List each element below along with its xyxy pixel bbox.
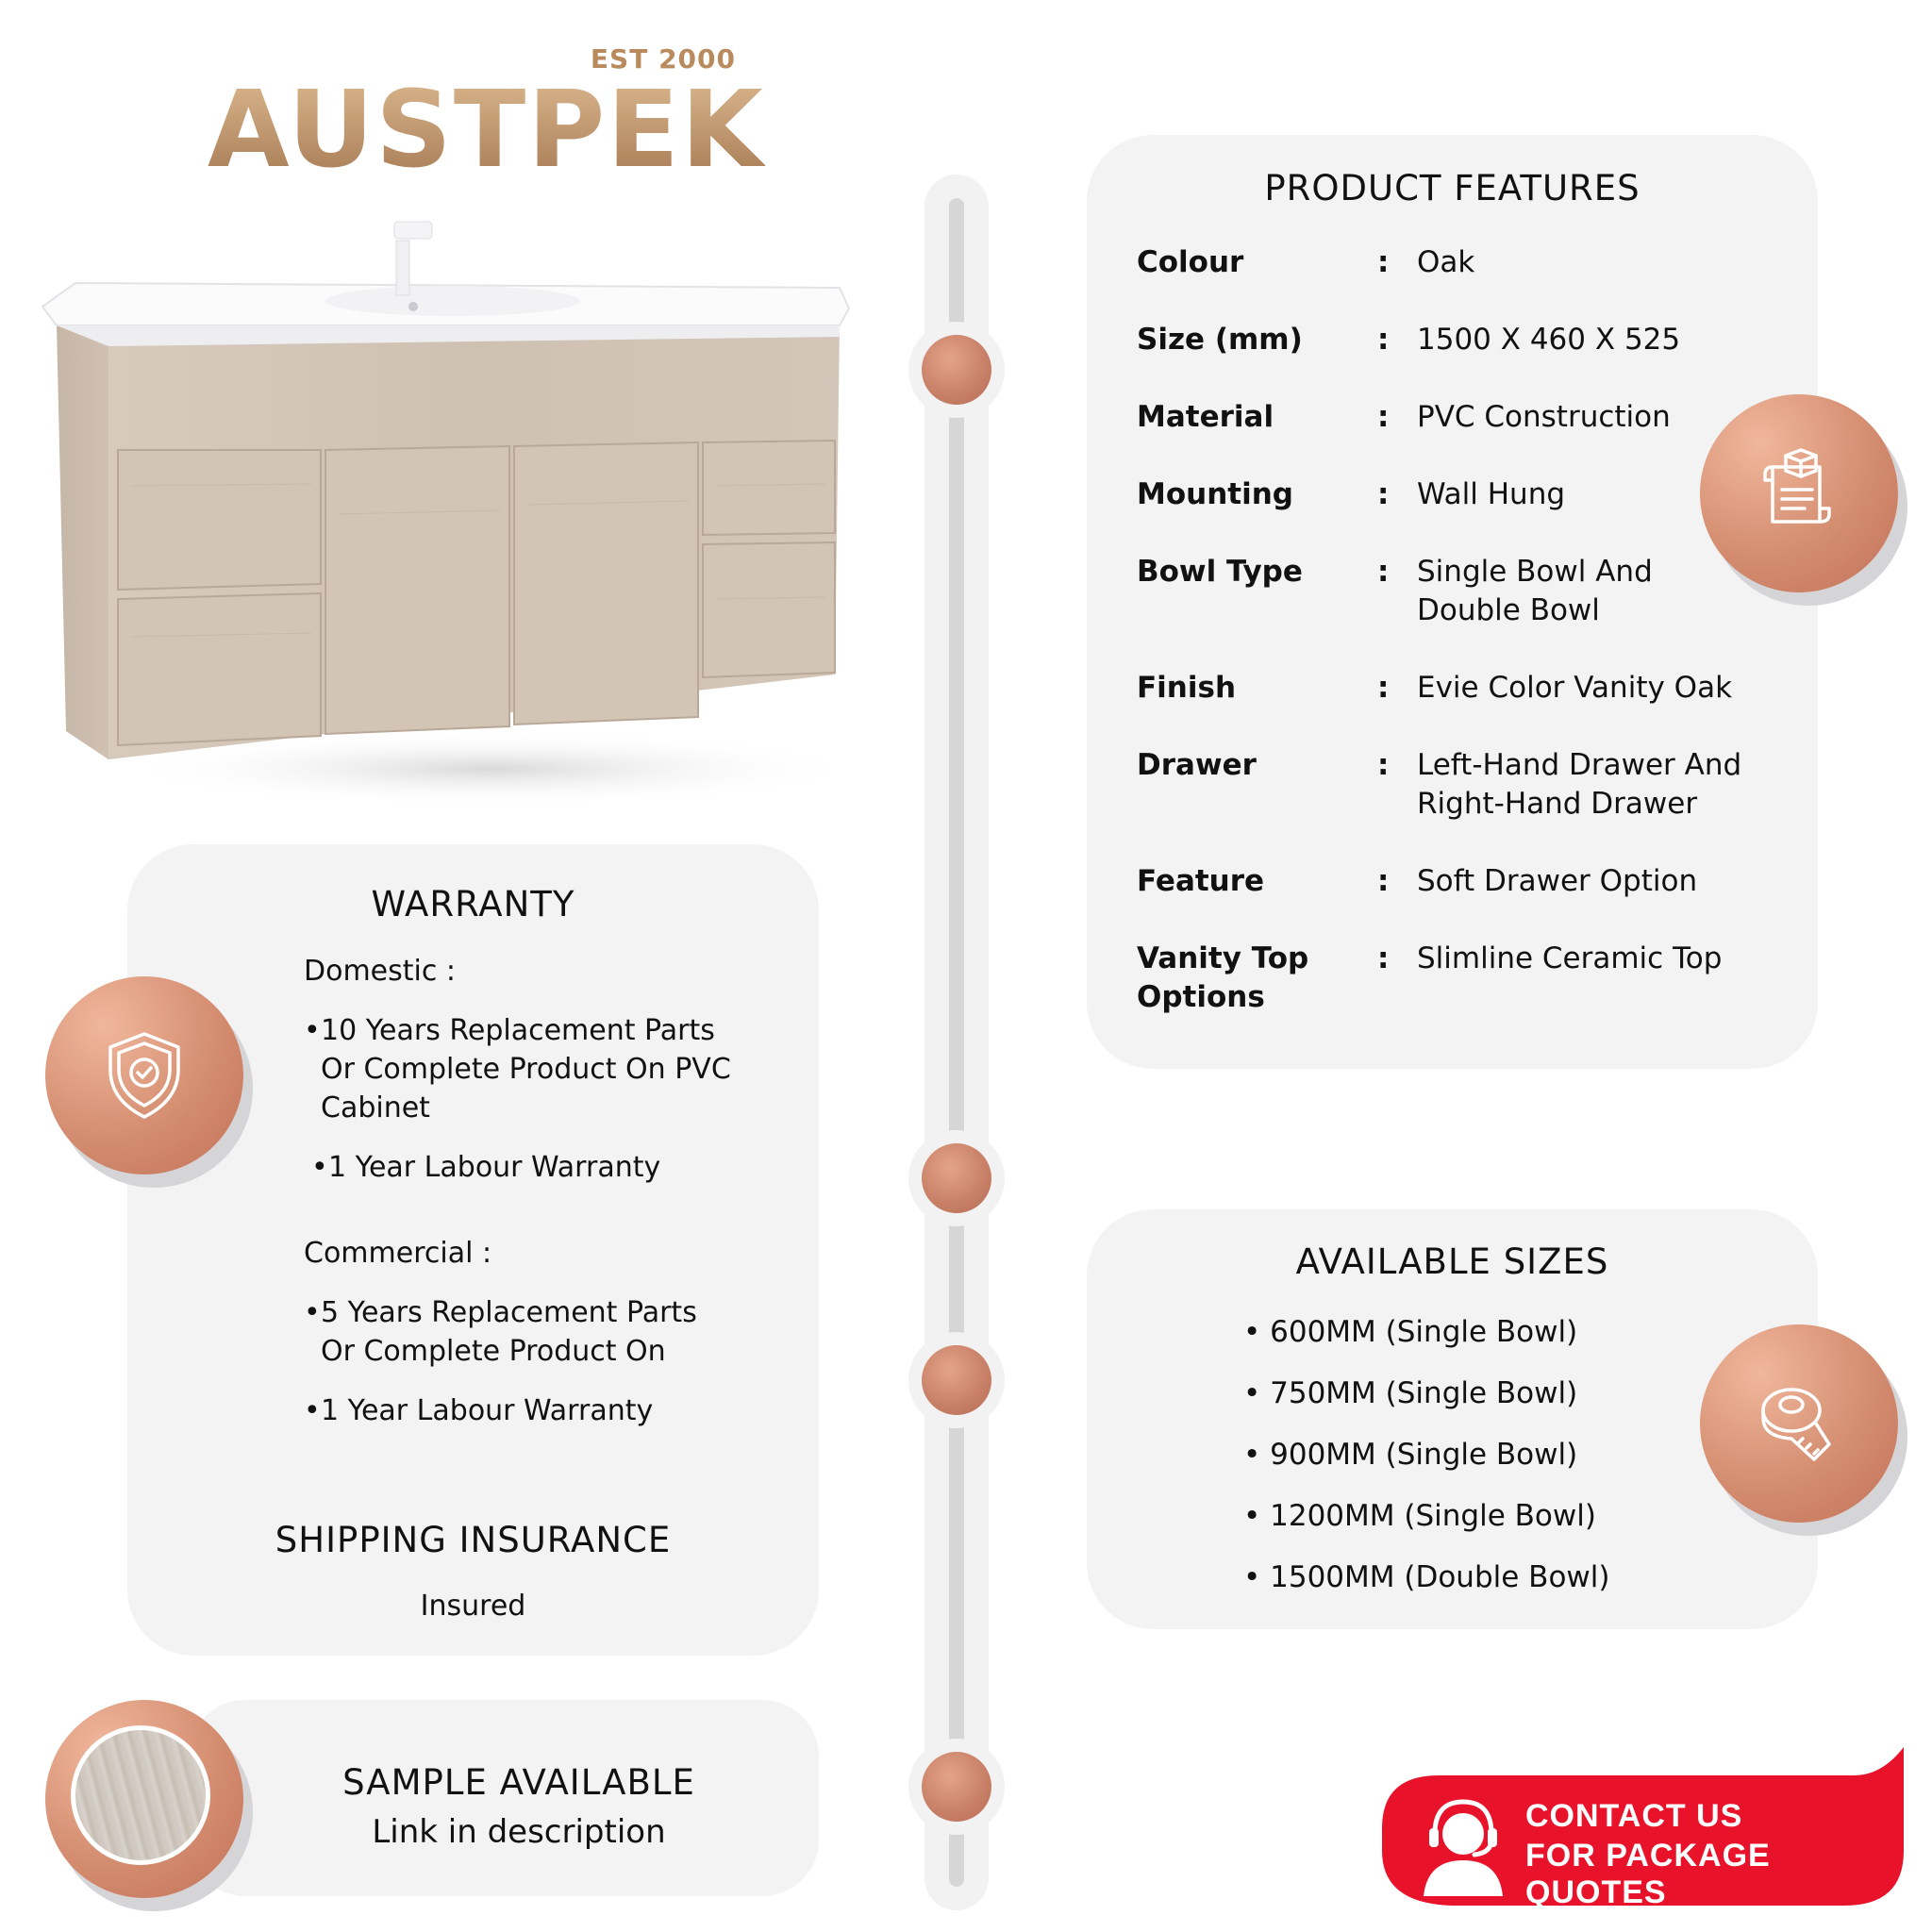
product-icon-badge — [1700, 394, 1898, 592]
sample-title: SAMPLE AVAILABLE — [342, 1762, 695, 1803]
headset-support-icon — [1418, 1792, 1508, 1896]
timeline-node — [922, 1143, 991, 1213]
sample-link-text[interactable]: Link in description — [372, 1813, 666, 1851]
shipping-insurance-title: SHIPPING INSURANCE — [275, 1520, 672, 1560]
timeline-track-inner — [949, 198, 964, 1887]
feature-value: Single Bowl And Double Bowl — [1417, 555, 1653, 627]
feature-key: Feature — [1137, 864, 1265, 898]
warranty-domestic-label: Domestic : — [304, 955, 457, 988]
brand-est: EST 2000 — [590, 43, 736, 75]
timeline-node — [922, 335, 991, 405]
warranty-domestic-item — [304, 1011, 747, 1127]
vanity-product-image — [38, 203, 858, 835]
feature-separator: : — [1377, 555, 1390, 589]
size-item-text: 750MM (Single Bowl) — [1270, 1376, 1578, 1410]
shield-check-icon — [97, 1028, 192, 1123]
warranty-icon-badge — [45, 976, 243, 1174]
feature-value: PVC Construction — [1417, 400, 1671, 434]
warranty-commercial-item — [304, 1293, 747, 1371]
feature-key: Bowl Type — [1137, 555, 1303, 589]
contact-line2: FOR PACKAGE QUOTES — [1525, 1838, 1771, 1910]
product-box-icon — [1752, 446, 1846, 541]
size-item-text: 1500MM (Double Bowl) — [1270, 1560, 1610, 1594]
warranty-domestic-item-text: 1 Year Labour Warranty — [328, 1151, 661, 1184]
feature-key: Finish — [1137, 671, 1237, 705]
feature-value: Evie Color Vanity Oak — [1417, 671, 1733, 705]
feature-separator: : — [1377, 477, 1390, 511]
size-item: • 750MM (Single Bowl) — [1243, 1376, 1578, 1410]
bullet: • — [311, 1151, 328, 1184]
size-item: • 1500MM (Double Bowl) — [1243, 1560, 1610, 1594]
bullet: • — [304, 1014, 321, 1047]
feature-separator: : — [1377, 400, 1390, 434]
feature-value: Wall Hung — [1417, 477, 1566, 511]
size-item: • 1200MM (Single Bowl) — [1243, 1499, 1596, 1533]
feature-value: Oak — [1417, 245, 1475, 279]
warranty-commercial-label: Commercial : — [304, 1237, 492, 1270]
feature-separator: : — [1377, 748, 1390, 782]
bullet: • — [304, 1394, 321, 1427]
shipping-insurance-value: Insured — [420, 1590, 526, 1623]
bullet: • — [304, 1296, 321, 1329]
feature-separator: : — [1377, 671, 1390, 705]
feature-value: Soft Drawer Option — [1417, 864, 1698, 898]
warranty-domestic-item-text: 10 Years Replacement Parts Or Complete Product On PVC Cabinet — [321, 1014, 731, 1124]
warranty-title: WARRANTY — [371, 884, 575, 924]
warranty-commercial-item-text: 5 Years Replacement Parts Or Complete Product On — [321, 1296, 697, 1368]
sample-icon-badge — [45, 1700, 243, 1898]
product-features-title: PRODUCT FEATURES — [1264, 168, 1641, 208]
tape-measure-icon — [1752, 1376, 1846, 1471]
feature-value: 1500 X 460 X 525 — [1417, 323, 1681, 357]
feature-key: Mounting — [1137, 477, 1293, 511]
feature-separator: : — [1377, 941, 1390, 975]
feature-separator: : — [1377, 864, 1390, 898]
warranty-domestic-item — [311, 1148, 755, 1187]
size-item: • 900MM (Single Bowl) — [1243, 1438, 1578, 1472]
feature-key: Vanity Top Options — [1137, 941, 1309, 1014]
timeline-node — [922, 1345, 991, 1415]
warranty-commercial-item-text: 1 Year Labour Warranty — [321, 1394, 654, 1427]
feature-key: Material — [1137, 400, 1274, 434]
oak-swatch-icon — [71, 1725, 210, 1865]
feature-value: Slimline Ceramic Top — [1417, 941, 1723, 975]
feature-separator: : — [1377, 245, 1390, 279]
size-item-text: 600MM (Single Bowl) — [1270, 1315, 1578, 1349]
feature-key: Size (mm) — [1137, 323, 1303, 357]
feature-value: Left-Hand Drawer And Right-Hand Drawer — [1417, 748, 1742, 821]
sizes-icon-badge — [1700, 1324, 1898, 1523]
warranty-commercial-item — [304, 1391, 747, 1430]
feature-key: Colour — [1137, 245, 1244, 279]
brand-logo — [208, 38, 765, 192]
feature-key: Drawer — [1137, 748, 1257, 782]
size-item: • 600MM (Single Bowl) — [1243, 1315, 1578, 1349]
feature-separator: : — [1377, 323, 1390, 357]
brand-name: AUSTPEK — [208, 69, 765, 192]
timeline-node — [922, 1752, 991, 1822]
size-item-text: 1200MM (Single Bowl) — [1270, 1499, 1596, 1533]
size-item-text: 900MM (Single Bowl) — [1270, 1438, 1578, 1472]
contact-line1: CONTACT US — [1525, 1798, 1743, 1834]
contact-us-button[interactable] — [1382, 1747, 1904, 1910]
available-sizes-title: AVAILABLE SIZES — [1295, 1241, 1609, 1282]
